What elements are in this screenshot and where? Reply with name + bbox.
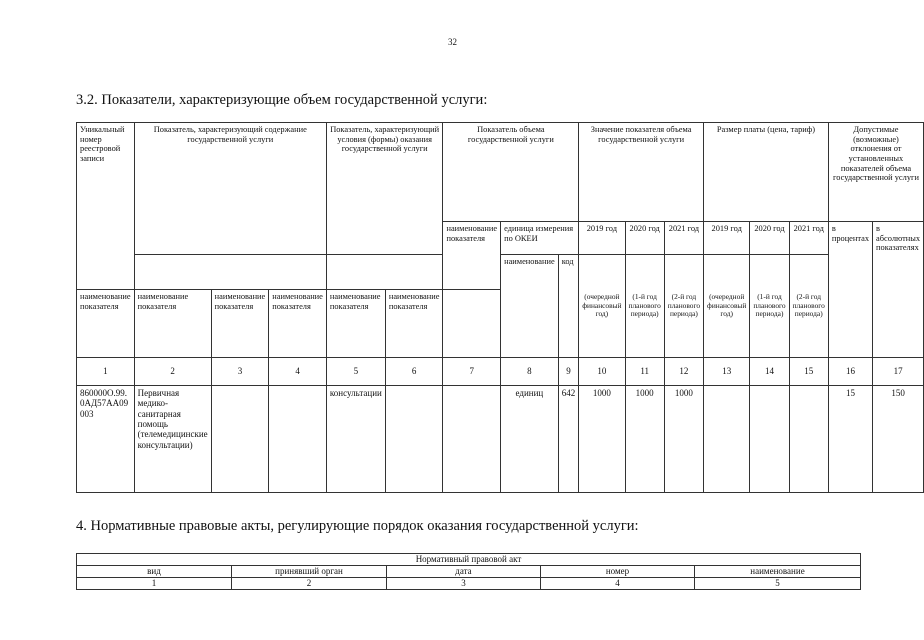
cell-empty xyxy=(704,386,750,493)
col-number: 7 xyxy=(443,358,501,386)
legal-acts-table xyxy=(76,553,861,590)
header-value-2021-sub: (2-й год планового периода) xyxy=(664,255,703,358)
cell-value-2019: 1000 xyxy=(579,386,625,493)
legal-col-type: вид xyxy=(77,566,232,578)
legal-col-number: номер xyxy=(541,566,695,578)
legal-col-index: 3 xyxy=(387,578,541,590)
header-in-absolute: в абсолютных показателях xyxy=(873,222,924,358)
cell-record-no: 860000О.99.0АД57АА09003 xyxy=(77,386,135,493)
col-number: 4 xyxy=(269,358,327,386)
section-4-title: 4. Нормативные правовые акты, регулирующие порядок оказания государственной услуги: xyxy=(76,518,639,534)
header-unit-okei: единица измерения по ОКЕИ xyxy=(501,222,579,255)
header-y2020: 2020 год xyxy=(625,222,664,255)
legal-col-index: 5 xyxy=(695,578,861,590)
volume-indicators-table xyxy=(76,122,924,493)
cell-empty xyxy=(750,386,789,493)
legal-table-header: Нормативный правовой акт xyxy=(77,554,861,566)
header-indicator-value: Значение показателя объема государственной услуги xyxy=(579,123,704,222)
header-name-indicator-a: наименование показателя xyxy=(77,290,135,358)
header-y2021: 2021 год xyxy=(664,222,703,255)
header-fee-2021-sub: (2-й год планового периода) xyxy=(789,255,828,358)
header-unique-record-no: Уникальный номер реестровой записи xyxy=(77,123,135,290)
cell-deviation-percent: 15 xyxy=(828,386,872,493)
cell-empty xyxy=(789,386,828,493)
header-value-2019-sub: (очередной финансовый год) xyxy=(579,255,625,358)
col-number: 13 xyxy=(704,358,750,386)
header-content-indicator: Показатель, характеризующий содержание государственной услуги xyxy=(134,123,326,255)
cell-value-2020: 1000 xyxy=(625,386,664,493)
header-y2019: 2019 год xyxy=(579,222,625,255)
col-number: 2 xyxy=(134,358,211,386)
header-fee-2019: 2019 год xyxy=(704,222,750,255)
col-number: 8 xyxy=(501,358,559,386)
cell-value-2021: 1000 xyxy=(664,386,703,493)
header-unit-code: код xyxy=(558,255,579,358)
header-name-indicator-e: наименование показателя xyxy=(326,290,385,358)
col-number: 12 xyxy=(664,358,703,386)
header-volume-indicator: Показатель объема государственной услуги xyxy=(443,123,579,222)
header-indicator-name: наименование показателя xyxy=(443,222,501,290)
legal-col-date: дата xyxy=(387,566,541,578)
col-number: 14 xyxy=(750,358,789,386)
col-number: 6 xyxy=(385,358,443,386)
page-number: 32 xyxy=(448,37,457,47)
col-number: 9 xyxy=(558,358,579,386)
header-in-percent: в процентах xyxy=(828,222,872,358)
header-fee-2020: 2020 год xyxy=(750,222,789,255)
cell-deviation-absolute: 150 xyxy=(873,386,924,493)
cell-empty xyxy=(443,386,501,493)
cell-condition: консультации xyxy=(326,386,385,493)
cell-empty xyxy=(211,386,269,493)
header-name-indicator-f: наименование показателя xyxy=(385,290,443,358)
col-number: 3 xyxy=(211,358,269,386)
table-row xyxy=(77,386,924,493)
section-3-2-title: 3.2. Показатели, характеризующие объем государственной услуги: xyxy=(76,92,488,108)
header-fee-2021: 2021 год xyxy=(789,222,828,255)
col-number: 11 xyxy=(625,358,664,386)
col-number: 1 xyxy=(77,358,135,386)
legal-col-authority: принявший орган xyxy=(232,566,387,578)
header-fee-size: Размер платы (цена, тариф) xyxy=(704,123,829,222)
legal-col-name: наименование xyxy=(695,566,861,578)
col-number: 10 xyxy=(579,358,625,386)
col-number: 17 xyxy=(873,358,924,386)
legal-col-index: 2 xyxy=(232,578,387,590)
col-number: 15 xyxy=(789,358,828,386)
cell-content: Первичная медико-санитарная помощь (телемедицинские консультации) xyxy=(134,386,211,493)
header-fee-2019-sub: (очередной финансовый год) xyxy=(704,255,750,358)
header-name-indicator-c: наименование показателя xyxy=(211,290,269,358)
header-value-2020-sub: (1-й год планового периода) xyxy=(625,255,664,358)
cell-unit-name: единиц xyxy=(501,386,559,493)
header-unit-name: наименование xyxy=(501,255,559,358)
legal-col-index: 4 xyxy=(541,578,695,590)
header-name-indicator-d: наименование показателя xyxy=(269,290,327,358)
cell-unit-code: 642 xyxy=(558,386,579,493)
header-fee-2020-sub: (1-й год планового периода) xyxy=(750,255,789,358)
col-number: 16 xyxy=(828,358,872,386)
header-condition-indicator: Показатель, характеризующий условия (формы) оказания государственной услуги xyxy=(326,123,443,255)
cell-empty xyxy=(385,386,443,493)
header-allowed-deviation: Допустимые (возможные) отклонения от установленных показателей объема государственной услуги xyxy=(828,123,923,222)
cell-empty xyxy=(269,386,327,493)
col-number: 5 xyxy=(326,358,385,386)
legal-col-index: 1 xyxy=(77,578,232,590)
header-name-indicator-b: наименование показателя xyxy=(134,290,211,358)
